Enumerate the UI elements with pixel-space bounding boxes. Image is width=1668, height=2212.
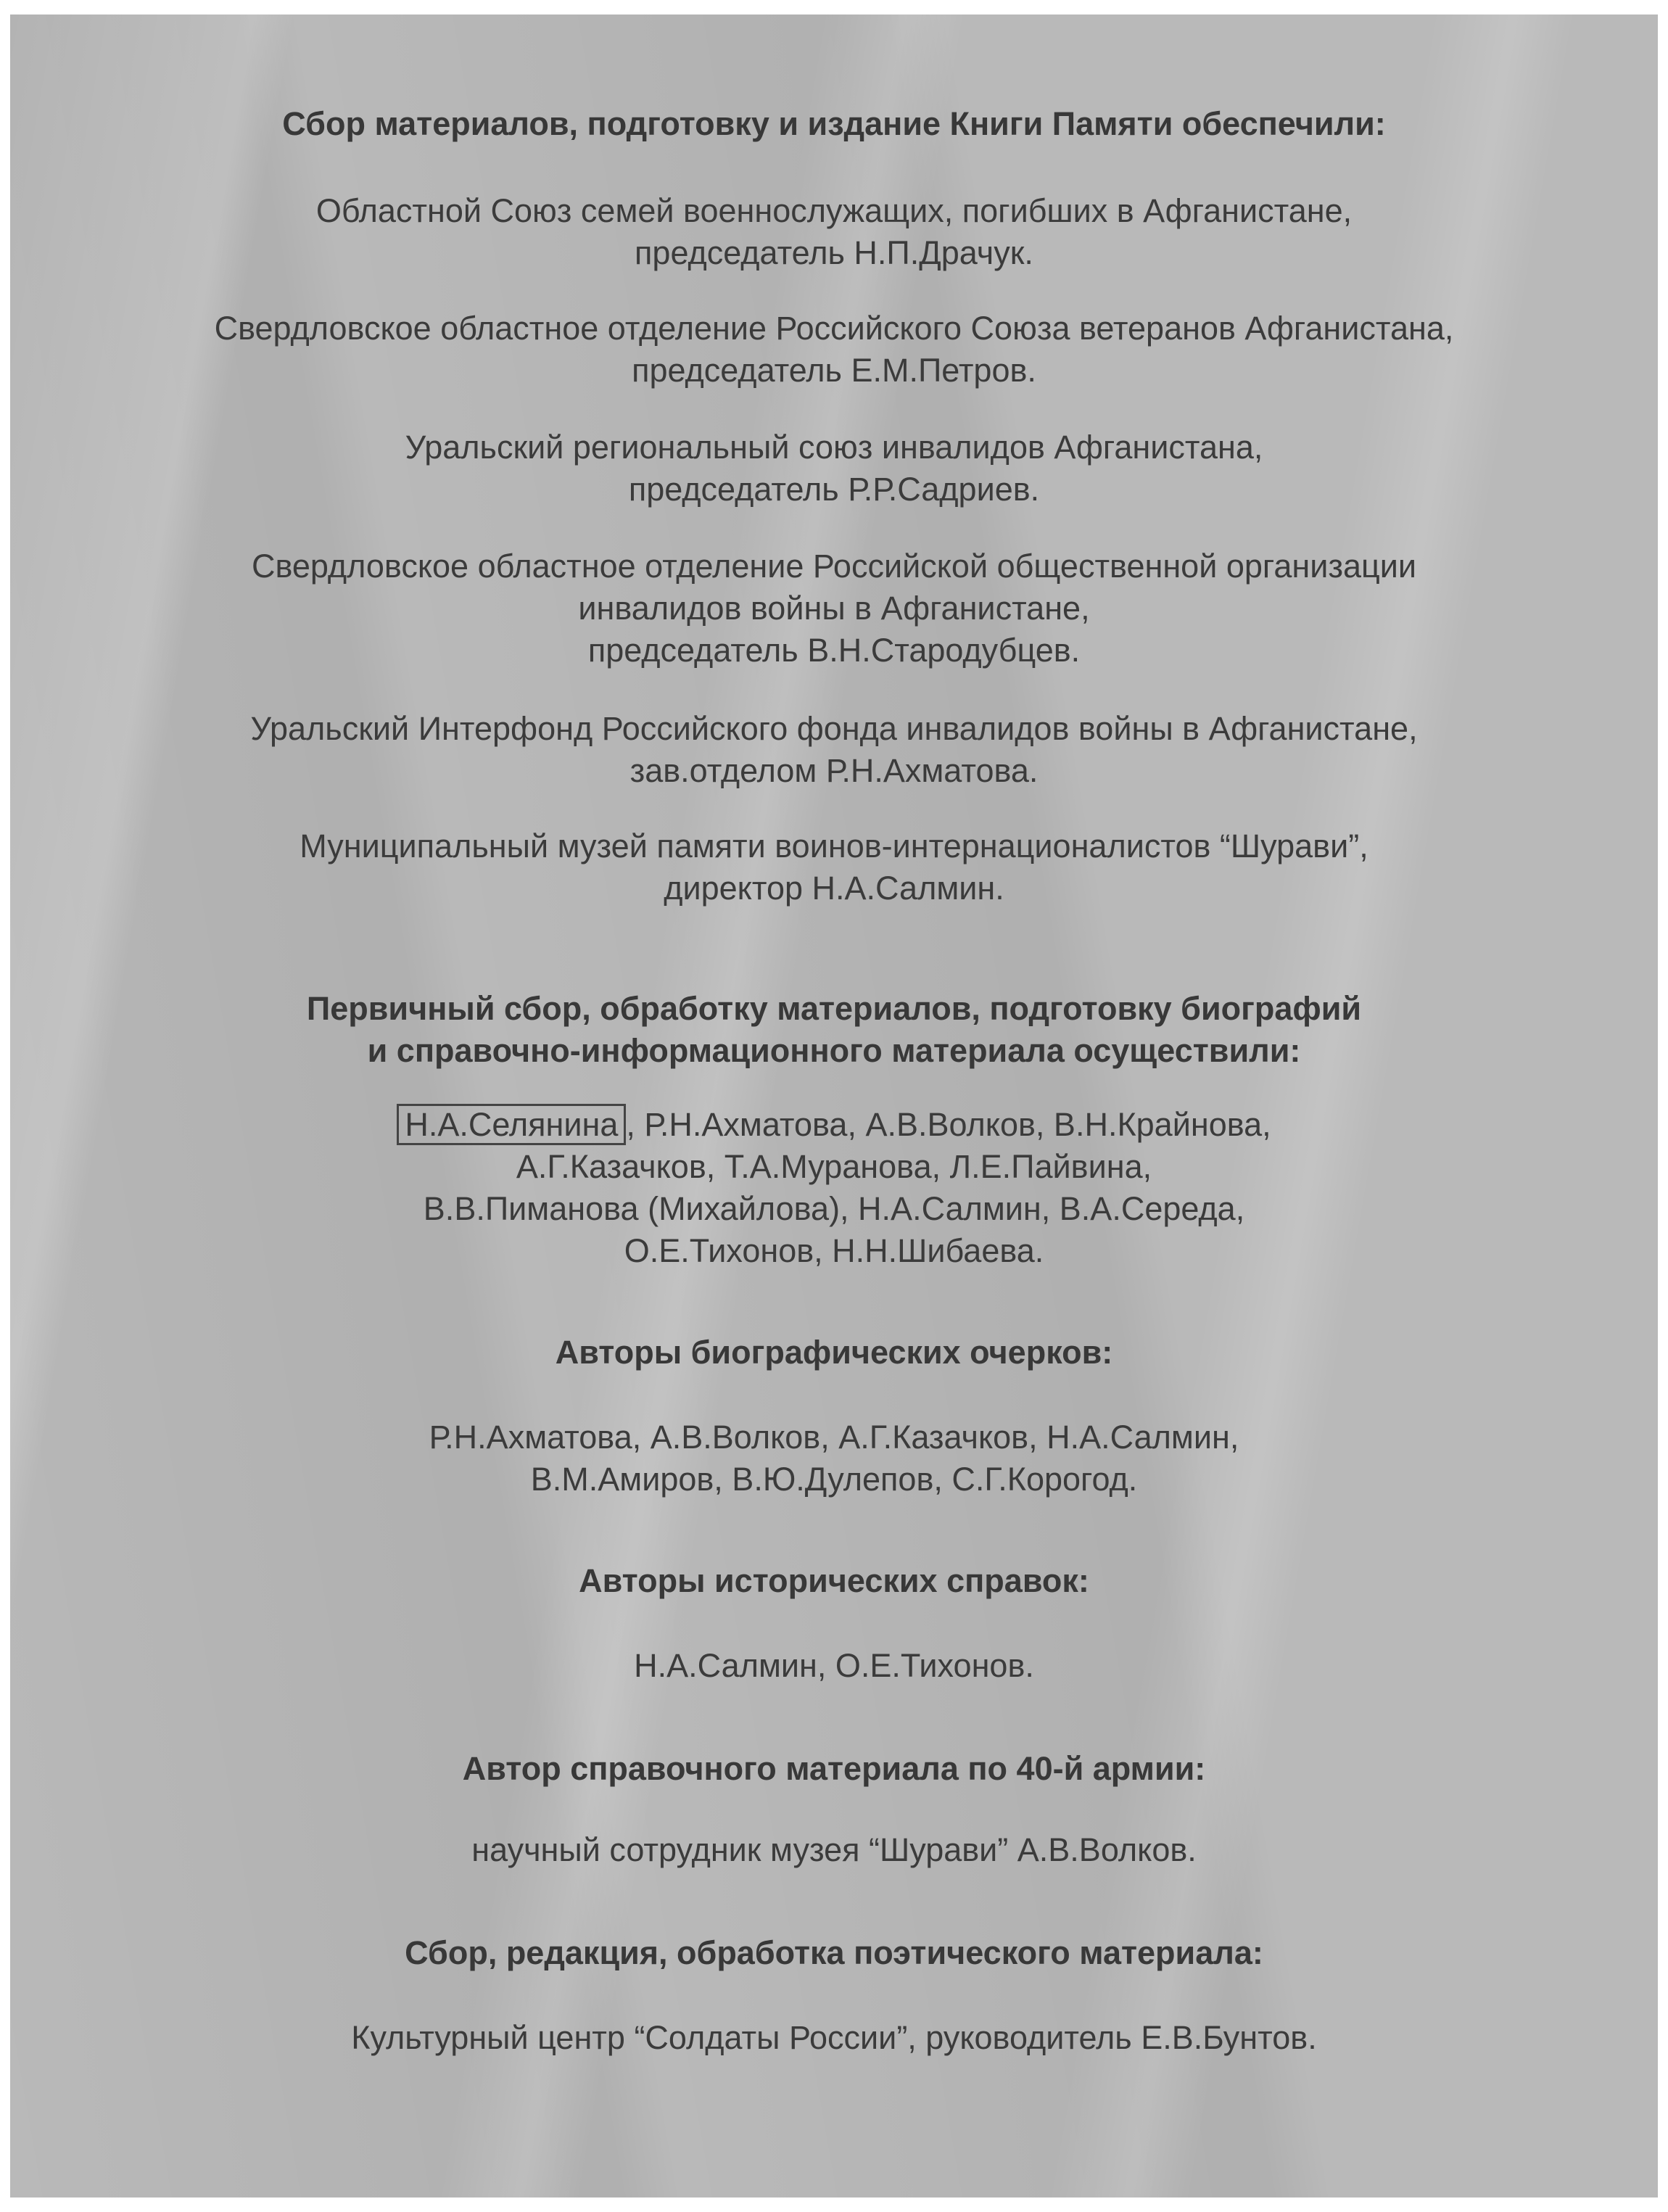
heading-text: Первичный сбор, обработку материалов, подготовку биографий: [306, 990, 1362, 1027]
heading-text: Авторы биографических очерков:: [555, 1334, 1113, 1371]
heading-poetry: [0, 1932, 1668, 1974]
names-text: , Р.Н.Ахматова, А.В.Волков, В.Н.Крайнова,: [626, 1106, 1271, 1143]
org-union-families: [0, 190, 1668, 274]
org-line: председатель Е.М.Петров.: [632, 352, 1036, 389]
heading-text: Авторы исторических справок:: [579, 1562, 1089, 1599]
org-line: председатель Р.Р.Садриев.: [628, 471, 1040, 508]
names-line: В.В.Пиманова (Михайлова), Н.А.Салмин, В.А.Середа,: [423, 1190, 1245, 1227]
org-line: директор Н.А.Салмин.: [664, 870, 1004, 907]
org-museum: [0, 825, 1668, 909]
org-line: Уральский Интерфонд Российского фонда инвалидов войны в Афганистане,: [250, 710, 1418, 747]
heading-publishers: [0, 103, 1668, 145]
heading-text: Сбор материалов, подготовку и издание Книги Памяти обеспечили:: [282, 105, 1386, 142]
org-interfund: [0, 708, 1668, 792]
names-line: Р.Н.Ахматова, А.В.Волков, А.Г.Казачков, Н.А.Салмин,: [429, 1419, 1239, 1456]
org-line: Свердловское областное отделение Российской общественной организации: [251, 548, 1417, 585]
heading-text: Автор справочного материала по 40-й армии:: [462, 1750, 1206, 1787]
org-public-organization: [0, 545, 1668, 672]
heading-primary-collection: [0, 988, 1668, 1072]
org-line: зав.отделом Р.Н.Ахматова.: [629, 752, 1039, 789]
bio-authors-list: [0, 1416, 1668, 1501]
org-line: инвалидов войны в Афганистане,: [578, 590, 1090, 627]
names-line: [0, 1104, 1668, 1146]
names-line: научный сотрудник музея “Шурави” А.В.Волков.: [471, 1831, 1197, 1868]
org-line: Муниципальный музей памяти воинов-интернационалистов “Шурави”,: [300, 828, 1368, 864]
org-line: Областной Союз семей военнослужащих, погибших в Афганистане,: [315, 192, 1353, 229]
org-line: Уральский региональный союз инвалидов Афганистана,: [405, 429, 1263, 466]
names-line: В.М.Амиров, В.Ю.Дулепов, С.Г.Корогод.: [530, 1461, 1138, 1498]
names-line: Н.А.Салмин, О.Е.Тихонов.: [634, 1647, 1034, 1684]
names-line: О.Е.Тихонов, Н.Н.Шибаева.: [624, 1232, 1044, 1269]
boxed-name: Н.А.Селянина: [397, 1104, 626, 1145]
heading-40th-army: [0, 1748, 1668, 1790]
40th-army-author: [0, 1829, 1668, 1871]
names-line: А.Г.Казачков, Т.А.Муранова, Л.Е.Пайвина,: [516, 1148, 1152, 1185]
org-invalids-union: [0, 426, 1668, 511]
heading-bio-authors: [0, 1332, 1668, 1374]
org-line: председатель В.Н.Стародубцев.: [587, 632, 1081, 669]
names-line: Культурный центр “Солдаты России”, руководитель Е.В.Бунтов.: [351, 2019, 1317, 2056]
org-line: Свердловское областное отделение Российского Союза ветеранов Афганистана,: [214, 310, 1454, 347]
collectors-list: [0, 1104, 1668, 1272]
org-line: председатель Н.П.Драчук.: [635, 234, 1033, 271]
org-veterans-union: [0, 308, 1668, 392]
heading-text: Сбор, редакция, обработка поэтического материала:: [405, 1934, 1263, 1971]
history-authors-list: [0, 1645, 1668, 1687]
poetry-credit: [0, 2017, 1668, 2059]
heading-history-authors: [0, 1560, 1668, 1602]
heading-text: и справочно-информационного материала осуществили:: [367, 1032, 1301, 1069]
